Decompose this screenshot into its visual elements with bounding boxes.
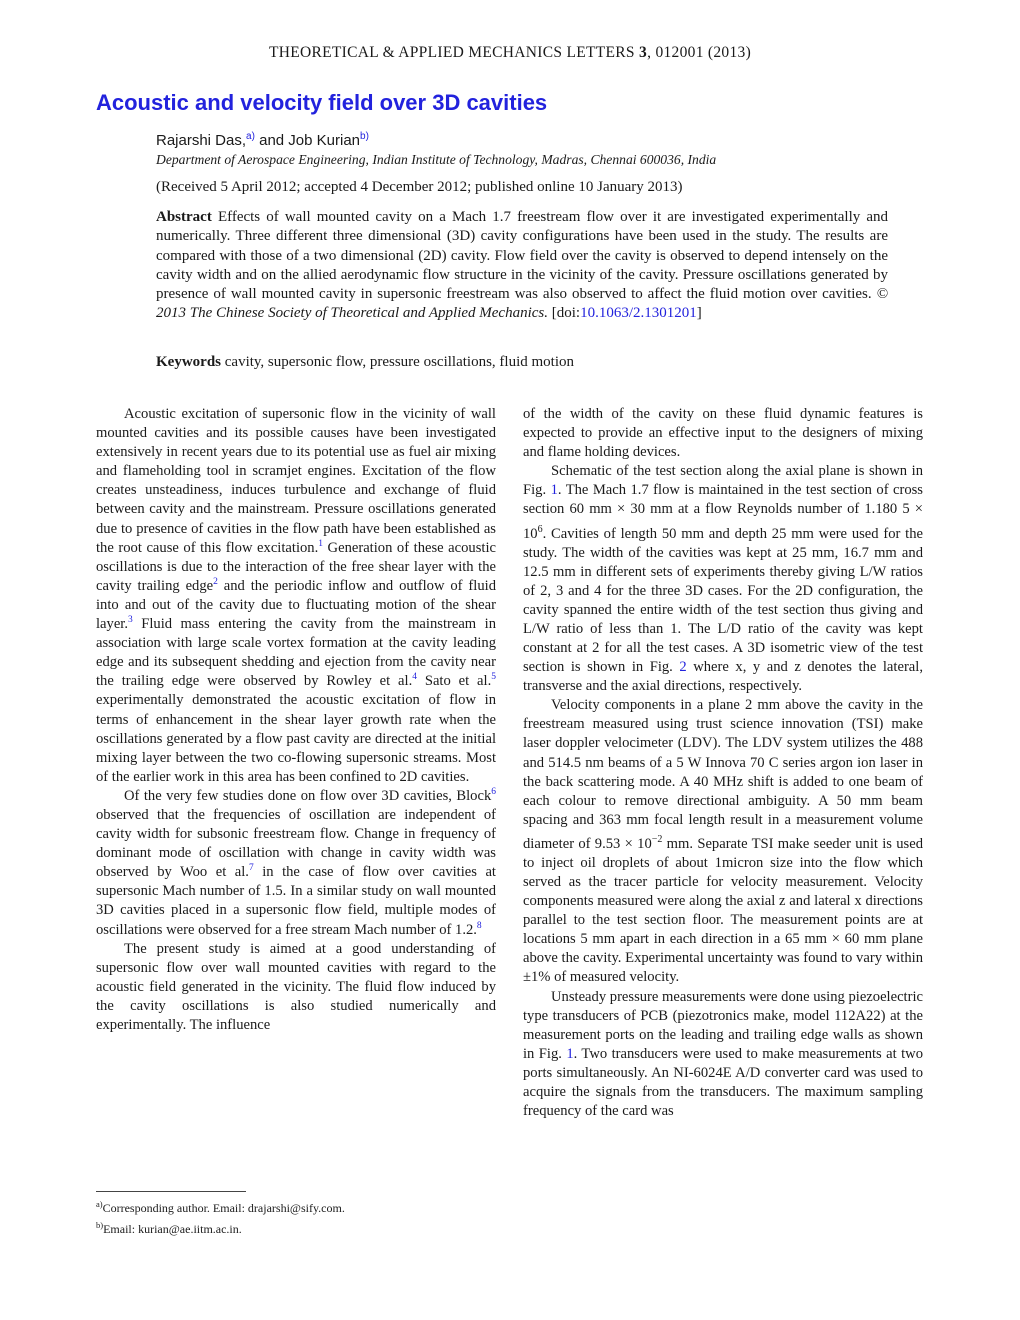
paragraph-text: Acoustic excitation of supersonic flow in the vicinity of wall mounted cavities and its possible causes have been investigated extensively in recent years due to its potential use as fuel air mixing and flameholding tool in scramjet engines. Excitation of the flow creates unsteadiness, induces turbulence and exchange of fluid between cavity and the mainstream. Pressure oscillations generated due to presence of cavities in the flow path have been established as the root cause of this flow excitation.	[96, 406, 496, 556]
figure-link[interactable]: 1	[550, 482, 558, 499]
journal-name: THEORETICAL & APPLIED MECHANICS LETTERS	[268, 44, 635, 61]
footnote-1	[96, 1196, 496, 1217]
citation-ref[interactable]: 6	[491, 787, 496, 798]
paragraph-text: observed that the frequencies of oscillation are independent of cavity width for subsonic freestream flow. Change in frequency of dominant mode of oscillation with change in cavity width was observed by Woo et al.	[96, 806, 496, 881]
abstract	[156, 208, 888, 324]
article-number: , 012001 (2013)	[647, 44, 752, 61]
body-paragraph	[523, 696, 923, 987]
body-paragraph	[96, 405, 496, 787]
citation-ref[interactable]: 2	[213, 576, 218, 587]
journal-volume: 3	[639, 44, 648, 61]
paragraph-text: experimentally demonstrated the acoustic excitation of flow in terms of enhancement in the shear layer growth rate when the oscillations generated by a flow past cavity are directed at the initial mixing layer between the two co-flowing supersonic streams. Most of the earlier work in this area has been confined to 2D cavities.	[96, 692, 496, 785]
paragraph-text: . The Mach 1.7 flow is maintained in the test section of cross section 60 mm × 30 mm at a flow Reynolds number of 1.180 5 × 10	[523, 482, 923, 542]
author-1-footnote-mark[interactable]: a)	[246, 131, 255, 142]
footnote-text: Email: kurian@ae.iitm.ac.in.	[103, 1222, 242, 1236]
footnote-2	[96, 1217, 496, 1238]
body-paragraph: of the width of the cavity on these fluid dynamic features is expected to provide an effective input to the designers of mixing and flame holding devices.	[523, 406, 923, 461]
keywords	[156, 354, 888, 371]
body-paragraph	[523, 988, 923, 1122]
footnote-mark: a)	[96, 1199, 103, 1209]
doi-link[interactable]: 10.1063/2.1301201	[580, 305, 697, 322]
right-column	[523, 405, 923, 1121]
citation-ref[interactable]: 1	[318, 538, 323, 549]
exponent: 6	[537, 523, 543, 535]
paragraph-text: and the periodic inflow and outflow of fluid into and out of the cavity due to fluctuating motion of the shear layer.	[96, 577, 496, 633]
citation-ref[interactable]: 4	[412, 672, 417, 683]
citation-ref[interactable]: 5	[491, 672, 496, 683]
doi-prefix: [doi:	[551, 305, 581, 322]
paragraph-text: Velocity components in a plane 2 mm above the cavity in the freestream measured using trust science innovation (TSI) make laser doppler velocimeter (LDV). The LDV system utilizes the 488 and 514.5 nm beams of a 5 W Innova 70 C series argon ion laser in the back scattering mode. A 40 MHz shift is added to one beam of each colour to remove directional ambiguity. A 50 mm beam spacing and 363 mm focal length result in a measurement volume diameter of 9.53 × 10	[523, 697, 923, 852]
paragraph-text: Unsteady pressure measurements were done using piezoelectric type transducers of PCB (piezotronics make, model 112A22) at the measurement ports on the leading and trailing edge walls as shown in Fig.	[523, 988, 923, 1062]
left-column	[96, 405, 496, 1035]
copyright-notice: © 2013 The Chinese Society of Theoretical and Applied Mechanics.	[156, 286, 889, 322]
paragraph-text: Generation of these acoustic oscillations is due to the interaction of the free shear layer with the cavity trailing edge	[96, 539, 496, 594]
paragraph-text: . Two transducers were used to make measurements at two ports simultaneously. An NI-6024E A/D converter card was used to acquire the signals from the transducers. The maximum sampling frequency of the card was	[523, 1045, 923, 1120]
body-paragraph	[523, 462, 923, 696]
footnote-divider	[96, 1191, 246, 1192]
keywords-text: cavity, supersonic flow, pressure oscillations, fluid motion	[224, 354, 574, 370]
body-paragraph	[96, 787, 496, 940]
citation-ref[interactable]: 7	[248, 863, 254, 874]
paragraph-text: mm. Separate TSI make seeder unit is used to inject oil droplets of about 1micron size into the flow which served as the tracer particle for velocity measurement. Velocity components measured were along the axial z and lateral x directions parallel to the test section floor. The measurement points are at locations 5 mm apart in each direction in a 65 mm × 60 mm plane above the cavity. Experimental uncertainty was found to vary within ±1% of measured velocity.	[523, 835, 923, 986]
figure-link[interactable]: 2	[679, 659, 687, 676]
footnote-text: Corresponding author. Email: drajarshi@sify.com.	[102, 1201, 345, 1215]
paragraph-text: in the case of flow over cavities at supersonic Mach number of 1.5. In a similar study on wall mounted 3D cavities placed in a supersonic flow field, multiple modes of oscillations were observed for a free stream Mach number of 1.2.	[96, 864, 496, 938]
citation-ref[interactable]: 8	[476, 920, 482, 931]
paper-title: Acoustic and velocity field over 3D cavities	[96, 90, 548, 115]
paragraph-text: Schematic of the test section along the axial plane is shown in Fig.	[523, 463, 923, 499]
author-2: and Job Kurian	[254, 132, 361, 149]
doi-suffix: ]	[696, 305, 702, 322]
body-paragraph: The present study is aimed at a good understanding of supersonic flow over wall mounted cavities with regard to the acoustic field generated in the vicinity. The fluid flow induced by the cavity oscillations is also studied numerically and experimentally. The influence	[96, 940, 496, 1033]
author-2-footnote-mark[interactable]: b)	[360, 131, 369, 142]
paragraph-text: Sato et al.	[416, 673, 492, 690]
footnotes	[96, 1196, 496, 1238]
keywords-label: Keywords	[156, 354, 221, 370]
journal-header	[0, 44, 1020, 62]
paragraph-text: . Cavities of length 50 mm and depth 25 mm were used for the study. The width of the cavities was kept at 25 mm, 16.7 mm and 12.5 mm in different sets of experiments thereby giving L/W ratios of 2, 3 and 4 for the three 3D cases. For the 2D configuration, the cavity spanned the entire width of the test section thus giving and L/W ratio of less than 1. The L/D ratio of the cavity was kept constant at 2 for all the test cases. A 3D isometric view of the test section is shown in Fig.	[523, 525, 923, 676]
paragraph-text: Of the very few studies done on flow over 3D cavities, Block	[124, 787, 492, 804]
figure-link[interactable]: 1	[566, 1045, 574, 1062]
citation-ref[interactable]: 3	[128, 615, 133, 626]
received-dates: (Received 5 April 2012; accepted 4 December 2012; published online 10 January 2013)	[156, 179, 683, 195]
author-1: Rajarshi Das,	[156, 132, 247, 149]
author-list	[156, 131, 369, 149]
abstract-text: Effects of wall mounted cavity on a Mach 1.7 freestream flow over it are investigated experimentally and numerically. Three different three dimensional (3D) cavity configurations have been used in the study. The results are compared with those of a two dimensional (2D) cavity. Flow field over the cavity is observed to depend intensely on the cavity width and on the allied aerodynamic flow structure in the vicinity of the cavity. Pressure oscillations generated by presence of wall mounted cavity in supersonic freestream was also observed to affect the fluid motion over cavities.	[156, 209, 888, 303]
affiliation: Department of Aerospace Engineering, Indian Institute of Technology, Madras, Chennai 600036, India	[156, 152, 717, 167]
exponent: −2	[651, 833, 663, 845]
paragraph-text: Fluid mass entering the cavity from the mainstream in association with large scale vortex formation at the cavity leading edge and its subsequent shedding and ejection from the cavity near the trailing edge were observed by Rowley et al.	[96, 616, 496, 690]
footnote-mark: b)	[96, 1220, 104, 1230]
paragraph-text: where x, y and z denotes the lateral, transverse and the axial directions, respectively.	[523, 659, 923, 695]
abstract-label: Abstract	[156, 209, 212, 225]
